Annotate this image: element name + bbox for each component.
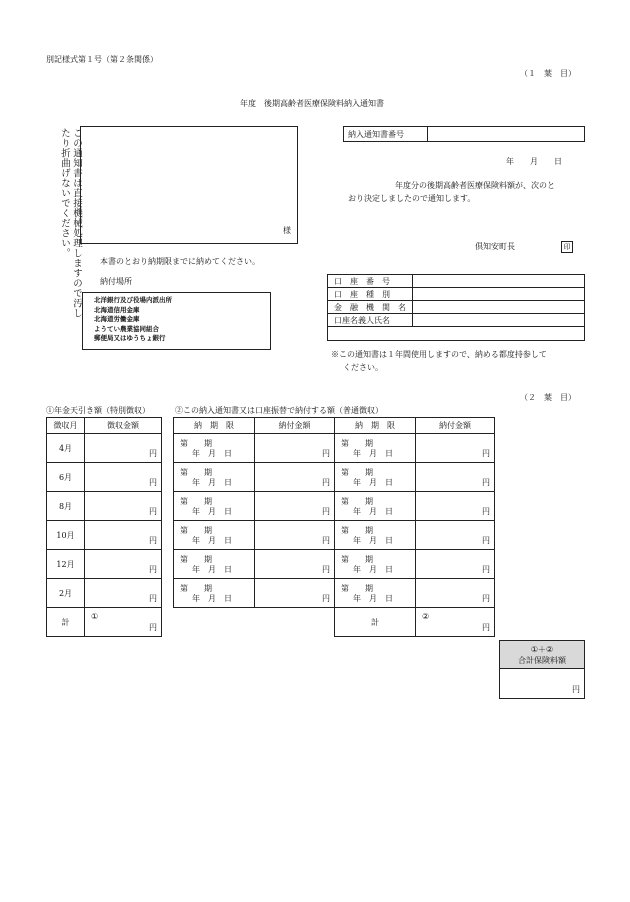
page-indicator-2: （２ 葉 目） [520, 393, 576, 402]
payment-place: ようてい農業協同組合 [94, 324, 159, 333]
column-header-payment-amount: 納付金額 [416, 418, 495, 434]
column-header-deadline: 納 期 限 [335, 418, 416, 434]
period-label: 第 期 [180, 584, 212, 593]
usage-note-line2: ください。 [343, 363, 383, 372]
payment-amount-cell [416, 550, 495, 579]
payment-amount-cell [416, 463, 495, 492]
grand-total-table [499, 640, 585, 699]
collection-month: 10月 [47, 521, 85, 550]
deadline-cell [174, 550, 255, 579]
deadline-date: 年 月 日 [353, 594, 393, 603]
yen-unit: 円 [149, 449, 157, 458]
notice-body-line2: おり決定しましたので通知します。 [348, 194, 476, 203]
collection-month: 2月 [47, 579, 85, 608]
collection-month: 12月 [47, 550, 85, 579]
period-label: 第 期 [180, 439, 212, 448]
deadline-date: 年 月 日 [192, 594, 232, 603]
column-header-month: 徴収月 [47, 418, 85, 434]
deadline-date: 年 月 日 [353, 478, 393, 487]
account-info-table [327, 274, 585, 341]
account-holder-label: 口座名義人氏名 [328, 314, 413, 327]
deadline-date: 年 月 日 [353, 507, 393, 516]
ordinary-collection-caption: ②この納入通知書又は口座振替で納付する額（普通徴収） [175, 406, 383, 415]
yen-unit: 円 [482, 507, 490, 516]
deadline-cell [174, 521, 255, 550]
deadline-date: 年 月 日 [192, 565, 232, 574]
yen-unit: 円 [572, 685, 580, 694]
deadline-date: 年 月 日 [192, 449, 232, 458]
payment-place: 北洋銀行及び役場内派出所 [94, 296, 172, 304]
deadline-cell [335, 463, 416, 492]
special-collection-table [46, 417, 162, 637]
special-total-label: 計 [47, 608, 85, 637]
yen-unit: 円 [322, 507, 330, 516]
yen-unit: 円 [482, 449, 490, 458]
deadline-cell [174, 434, 255, 463]
collection-amount-cell [85, 579, 162, 608]
period-label: 第 期 [341, 497, 373, 506]
collection-month: 8月 [47, 492, 85, 521]
issuer-name: 倶知安町長 [475, 242, 515, 251]
account-holder-value [413, 314, 585, 327]
period-label: 第 期 [341, 526, 373, 535]
yen-unit: 円 [322, 594, 330, 603]
payment-amount-cell [416, 434, 495, 463]
notice-date: 年 月 日 [506, 157, 562, 166]
yen-unit: 円 [322, 449, 330, 458]
account-blank-row [328, 327, 585, 341]
form-label: 別記様式第１号（第２条関係） [46, 55, 158, 64]
honorific-sama: 様 [283, 226, 291, 235]
deadline-cell [335, 579, 416, 608]
period-label: 第 期 [180, 555, 212, 564]
deadline-cell [335, 492, 416, 521]
payment-amount-cell [416, 579, 495, 608]
notice-body-line1: 年度分の後期高齢者医療保険料額が、次のと [395, 181, 555, 190]
ordinary-total-cell [416, 608, 495, 637]
special-total-cell [85, 608, 162, 637]
notice-number-table [343, 126, 585, 142]
account-number-label: 口 座 番 号 [328, 275, 413, 288]
deadline-cell [335, 550, 416, 579]
notice-number-label: 納入通知書番号 [344, 127, 428, 142]
address-box [80, 126, 298, 244]
payment-place: 北海道信用金庫 [94, 305, 140, 314]
payment-amount-cell [255, 492, 335, 521]
column-header-payment-amount: 納付金額 [255, 418, 335, 434]
column-header-deadline: 納 期 限 [174, 418, 255, 434]
deadline-date: 年 月 日 [192, 478, 232, 487]
column-header-collection-amount: 徴収金額 [85, 418, 162, 434]
account-type-value [413, 288, 585, 301]
period-label: 第 期 [180, 497, 212, 506]
payment-place-label: 納付場所 [100, 277, 132, 286]
yen-unit: 円 [482, 565, 490, 574]
payment-place: 北海道労働金庫 [94, 315, 140, 323]
deadline-date: 年 月 日 [353, 536, 393, 545]
collection-amount-cell [85, 434, 162, 463]
ordinary-total-label: 計 [335, 608, 416, 637]
yen-unit: 円 [482, 536, 490, 545]
yen-unit: 円 [149, 623, 157, 632]
collection-amount-cell [85, 463, 162, 492]
grand-total-amount-cell [500, 669, 585, 699]
payment-amount-cell [255, 550, 335, 579]
deadline-cell [174, 579, 255, 608]
payment-instruction: 本書のとおり納期限までに納めてください。 [100, 257, 260, 266]
yen-unit: 円 [322, 536, 330, 545]
account-number-value [413, 275, 585, 288]
circled-one-mark: ① [91, 612, 99, 621]
notice-number-value [428, 127, 585, 142]
account-type-label: 口 座 種 別 [328, 288, 413, 301]
official-seal: 印 [561, 241, 573, 253]
yen-unit: 円 [482, 594, 490, 603]
collection-amount-cell [85, 492, 162, 521]
period-label: 第 期 [341, 468, 373, 477]
deadline-date: 年 月 日 [353, 565, 393, 574]
deadline-cell [335, 521, 416, 550]
document-title: 年度 後期高齢者医療保険料納入通知書 [240, 99, 384, 108]
payment-places-box [82, 292, 271, 350]
yen-unit: 円 [149, 536, 157, 545]
payment-place: 郵便局又はゆうちょ銀行 [94, 334, 166, 342]
yen-unit: 円 [322, 478, 330, 487]
deadline-date: 年 月 日 [353, 449, 393, 458]
collection-month: 6月 [47, 463, 85, 492]
bank-name-label: 金 融 機 関 名 [328, 301, 413, 314]
period-label: 第 期 [341, 439, 373, 448]
grand-total-label: 合計保険料額 [518, 655, 566, 665]
grand-total-header [500, 641, 585, 669]
collection-amount-cell [85, 550, 162, 579]
grand-total-mark: ①＋② [530, 644, 554, 654]
yen-unit: 円 [482, 623, 490, 632]
payment-amount-cell [255, 579, 335, 608]
payment-amount-cell [416, 521, 495, 550]
deadline-date: 年 月 日 [192, 507, 232, 516]
collection-amount-cell [85, 521, 162, 550]
period-label: 第 期 [341, 555, 373, 564]
yen-unit: 円 [149, 478, 157, 487]
empty-cell [174, 608, 255, 637]
deadline-cell [335, 434, 416, 463]
period-label: 第 期 [180, 526, 212, 535]
yen-unit: 円 [482, 478, 490, 487]
yen-unit: 円 [149, 565, 157, 574]
yen-unit: 円 [149, 594, 157, 603]
deadline-date: 年 月 日 [192, 536, 232, 545]
bank-name-value [413, 301, 585, 314]
page-indicator-1: （１ 葉 目） [520, 69, 576, 78]
special-collection-caption: ①年金天引き額（特別徴収） [46, 406, 150, 415]
period-label: 第 期 [341, 584, 373, 593]
yen-unit: 円 [322, 565, 330, 574]
payment-amount-cell [255, 434, 335, 463]
deadline-cell [174, 492, 255, 521]
ordinary-collection-table [173, 417, 495, 637]
period-label: 第 期 [180, 468, 212, 477]
collection-month: 4月 [47, 434, 85, 463]
machine-processing-note: この通知書は直接機械処理しますので汚したり折曲げないでください。 [59, 128, 82, 318]
yen-unit: 円 [149, 507, 157, 516]
deadline-cell [174, 463, 255, 492]
payment-amount-cell [255, 521, 335, 550]
circled-two-mark: ② [422, 612, 430, 621]
empty-cell [255, 608, 335, 637]
usage-note-line1: ※この通知書は１年間使用しますので、納める都度持参して [331, 350, 547, 359]
payment-amount-cell [255, 463, 335, 492]
payment-amount-cell [416, 492, 495, 521]
